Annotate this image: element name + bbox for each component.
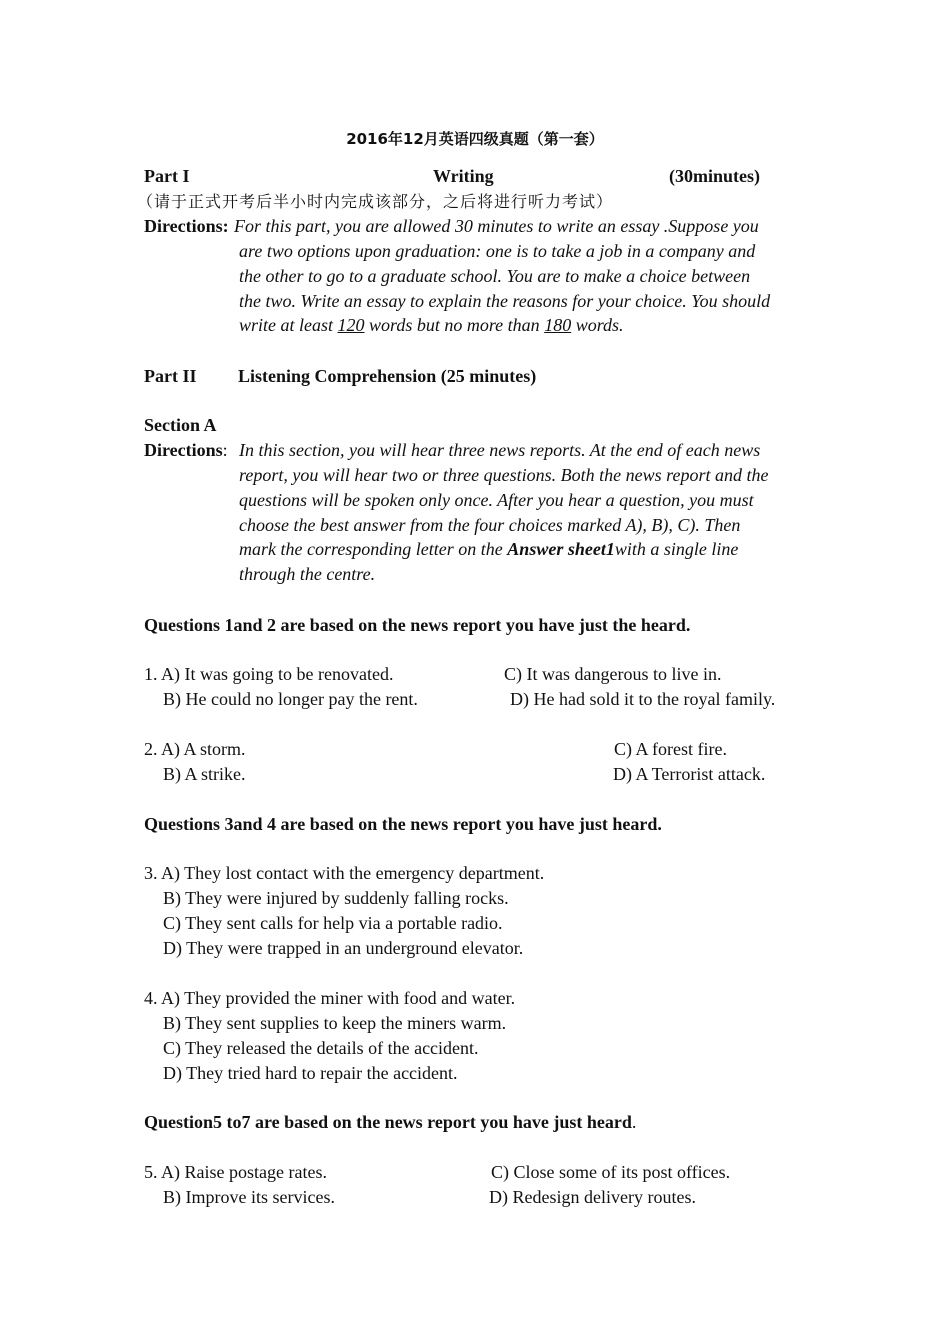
part1-directions-body [239, 239, 809, 338]
q5-option-b: B) Improve its services. [163, 1187, 335, 1207]
q2-option-b: B) A strike. [163, 764, 246, 784]
q5-option-c: C) Close some of its post offices. [491, 1162, 731, 1182]
part1-directions-line5 [239, 313, 809, 338]
line5-middle: words but no more than [364, 315, 545, 336]
page-title: 2016年12月英语四级真题（第一套） [346, 130, 604, 148]
part1-time: (30minutes) [669, 166, 760, 186]
q5-option-d: D) Redesign delivery routes. [489, 1187, 696, 1207]
part2-directions-line5 [239, 537, 809, 562]
q1-option-b: B) He could no longer pay the rent. [163, 689, 418, 709]
q4-option-c: C) They released the details of the accident. [163, 1038, 479, 1058]
part2-name: Listening Comprehension (25 minutes) [238, 366, 537, 386]
line5-start: mark the corresponding letter on the [239, 539, 508, 560]
part1-directions-label: Directions: [144, 216, 229, 236]
part1-directions-line4: the two. Write an essay to explain the reasons for your choice. You should [239, 290, 771, 311]
q1-option-d: D) He had sold it to the royal family. [510, 689, 776, 709]
part2-directions-colon: : [222, 440, 228, 460]
q2-option-d: D) A Terrorist attack. [613, 764, 766, 784]
part2-directions-label-wrap [144, 438, 228, 463]
answer-sheet-ref: Answer sheet1 [507, 539, 615, 560]
q4-option-b: B) They sent supplies to keep the miners warm. [163, 1013, 507, 1033]
line5-start: write at least [239, 315, 338, 336]
part2-directions-line6: through the centre. [239, 564, 376, 585]
line5-end: with a single line [614, 539, 739, 560]
group1-heading: Questions 1and 2 are based on the news report you have just the heard. [144, 615, 691, 635]
q4-option-a: 4. A) They provided the miner with food and water. [144, 988, 516, 1008]
q1-option-a: 1. A) It was going to be renovated. [144, 664, 394, 684]
line5-end: words. [571, 315, 624, 336]
part2-directions-line2: report, you will hear two or three questions. Both the news report and the [239, 465, 769, 485]
q5-option-a: 5. A) Raise postage rates. [144, 1162, 327, 1182]
max-words: 180 [544, 315, 572, 336]
part1-label: Part I [144, 166, 190, 186]
q2-option-c: C) A forest fire. [614, 739, 727, 759]
group3-heading-wrap [144, 1110, 636, 1135]
part1-directions-line3: the other to go to a graduate school. You are to make a choice between [239, 265, 751, 286]
min-words: 120 [337, 315, 365, 336]
part1-directions-line2: are two options upon graduation: one is to take a job in a company and [239, 241, 756, 261]
q3-option-d: D) They were trapped in an underground elevator. [163, 938, 524, 958]
part2-directions-label: Directions [144, 440, 223, 460]
part1-name: Writing [433, 166, 494, 186]
q4-option-d: D) They tried hard to repair the accident. [163, 1063, 458, 1083]
q2-option-a: 2. A) A storm. [144, 739, 246, 759]
q3-option-b: B) They were injured by suddenly falling rocks. [163, 888, 509, 908]
group3-heading: Question5 to7 are based on the news report you have just heard [144, 1112, 632, 1132]
part2-directions-line3: questions will be spoken only once. After you hear a question, you must [239, 489, 754, 510]
part2-label: Part II [144, 366, 197, 386]
part2-directions-body [239, 463, 809, 587]
part1-note: （请于正式开考后半小时内完成该部分，之后将进行听力考试） [137, 192, 614, 211]
q3-option-a: 3. A) They lost contact with the emergency department. [144, 863, 545, 883]
group3-period: . [631, 1112, 637, 1132]
part1-directions-line1: For this part, you are allowed 30 minutes to write an essay .Suppose you [234, 216, 759, 236]
part2-directions-line4: choose the best answer from the four choices marked A), B), C). Then [239, 514, 741, 535]
q1-option-c: C) It was dangerous to live in. [504, 664, 722, 684]
part2-directions-line1: In this section, you will hear three news reports. At the end of each news [239, 440, 761, 460]
group2-heading: Questions 3and 4 are based on the news report you have just heard. [144, 814, 662, 834]
q3-option-c: C) They sent calls for help via a portable radio. [163, 913, 503, 933]
section-a-heading: Section A [144, 415, 217, 435]
